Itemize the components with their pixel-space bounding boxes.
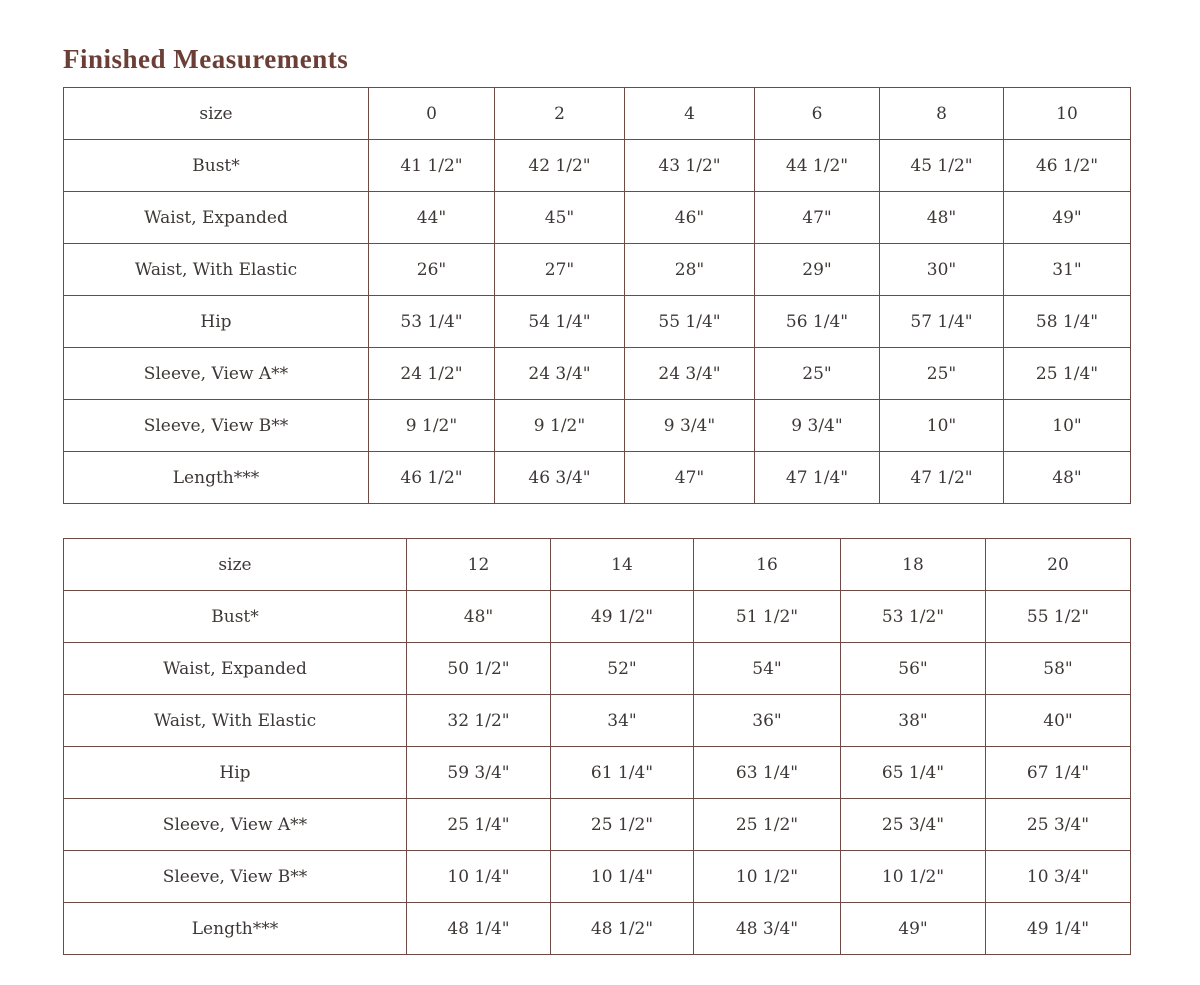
row-label: Sleeve, View A** <box>64 799 407 851</box>
measurement-cell: 48 1/4" <box>407 903 551 955</box>
measurement-cell: 10 1/2" <box>694 851 841 903</box>
measurement-cell: 48" <box>880 192 1004 244</box>
table-row <box>64 591 1131 643</box>
measurement-cell: 65 1/4" <box>841 747 986 799</box>
measurement-cell: 51 1/2" <box>694 591 841 643</box>
measurement-cell: 55 1/2" <box>986 591 1131 643</box>
measurement-cell: 46" <box>625 192 755 244</box>
measurement-cell: 9 1/2" <box>495 400 625 452</box>
size-header-cell: size <box>64 88 369 140</box>
size-header-cell: size <box>64 539 407 591</box>
measurement-cell: 25" <box>880 348 1004 400</box>
measurement-cell: 49 1/2" <box>551 591 694 643</box>
table-row <box>64 140 1131 192</box>
measurement-cell: 25 1/4" <box>1004 348 1131 400</box>
measurements-table-sizes-0-10 <box>63 87 1131 504</box>
measurement-cell: 31" <box>1004 244 1131 296</box>
size-cell: 6 <box>755 88 880 140</box>
table-row <box>64 747 1131 799</box>
table-row <box>64 452 1131 504</box>
measurement-cell: 25" <box>755 348 880 400</box>
row-label: Waist, Expanded <box>64 643 407 695</box>
measurement-cell: 54" <box>694 643 841 695</box>
measurement-cell: 56 1/4" <box>755 296 880 348</box>
measurement-cell: 61 1/4" <box>551 747 694 799</box>
measurement-cell: 26" <box>369 244 495 296</box>
measurement-cell: 29" <box>755 244 880 296</box>
size-cell: 12 <box>407 539 551 591</box>
table-row <box>64 192 1131 244</box>
measurement-cell: 10" <box>880 400 1004 452</box>
measurement-cell: 38" <box>841 695 986 747</box>
measurement-cell: 53 1/4" <box>369 296 495 348</box>
measurement-cell: 10 1/4" <box>551 851 694 903</box>
size-cell: 14 <box>551 539 694 591</box>
measurement-cell: 25 1/2" <box>551 799 694 851</box>
measurement-cell: 54 1/4" <box>495 296 625 348</box>
measurement-cell: 47" <box>625 452 755 504</box>
measurement-cell: 27" <box>495 244 625 296</box>
size-cell: 2 <box>495 88 625 140</box>
measurement-cell: 53 1/2" <box>841 591 986 643</box>
measurement-cell: 57 1/4" <box>880 296 1004 348</box>
measurement-cell: 47 1/4" <box>755 452 880 504</box>
measurements-table-sizes-12-20 <box>63 538 1131 955</box>
table-row <box>64 348 1131 400</box>
table-row <box>64 296 1131 348</box>
table-header-row <box>64 88 1131 140</box>
measurement-cell: 9 1/2" <box>369 400 495 452</box>
row-label: Length*** <box>64 452 369 504</box>
measurement-cell: 10 3/4" <box>986 851 1131 903</box>
table-header-row <box>64 539 1131 591</box>
measurement-cell: 30" <box>880 244 1004 296</box>
row-label: Hip <box>64 747 407 799</box>
measurement-cell: 25 1/4" <box>407 799 551 851</box>
row-label: Waist, With Elastic <box>64 695 407 747</box>
measurement-cell: 9 3/4" <box>755 400 880 452</box>
measurement-cell: 49" <box>841 903 986 955</box>
measurement-cell: 45" <box>495 192 625 244</box>
table-body <box>64 88 1131 504</box>
measurement-cell: 43 1/2" <box>625 140 755 192</box>
row-label: Waist, Expanded <box>64 192 369 244</box>
measurement-cell: 48" <box>407 591 551 643</box>
row-label: Bust* <box>64 591 407 643</box>
measurement-cell: 25 1/2" <box>694 799 841 851</box>
size-cell: 0 <box>369 88 495 140</box>
size-cell: 8 <box>880 88 1004 140</box>
size-cell: 16 <box>694 539 841 591</box>
measurement-cell: 28" <box>625 244 755 296</box>
measurement-cell: 48" <box>1004 452 1131 504</box>
measurement-cell: 59 3/4" <box>407 747 551 799</box>
measurement-cell: 25 3/4" <box>986 799 1131 851</box>
size-cell: 10 <box>1004 88 1131 140</box>
measurement-cell: 44 1/2" <box>755 140 880 192</box>
table-row <box>64 400 1131 452</box>
measurement-cell: 10 1/4" <box>407 851 551 903</box>
size-cell: 4 <box>625 88 755 140</box>
measurement-cell: 67 1/4" <box>986 747 1131 799</box>
measurement-cell: 46 3/4" <box>495 452 625 504</box>
row-label: Sleeve, View A** <box>64 348 369 400</box>
measurement-cell: 48 1/2" <box>551 903 694 955</box>
table-row <box>64 903 1131 955</box>
measurement-cell: 25 3/4" <box>841 799 986 851</box>
table-row <box>64 799 1131 851</box>
measurement-cell: 44" <box>369 192 495 244</box>
measurement-cell: 56" <box>841 643 986 695</box>
measurement-cell: 45 1/2" <box>880 140 1004 192</box>
measurement-cell: 41 1/2" <box>369 140 495 192</box>
size-cell: 18 <box>841 539 986 591</box>
measurement-cell: 50 1/2" <box>407 643 551 695</box>
measurement-cell: 40" <box>986 695 1131 747</box>
table-row <box>64 695 1131 747</box>
row-label: Length*** <box>64 903 407 955</box>
measurement-cell: 52" <box>551 643 694 695</box>
measurement-cell: 24 3/4" <box>495 348 625 400</box>
measurement-cell: 48 3/4" <box>694 903 841 955</box>
measurement-cell: 46 1/2" <box>369 452 495 504</box>
measurement-cell: 58" <box>986 643 1131 695</box>
table-body <box>64 539 1131 955</box>
measurement-cell: 24 3/4" <box>625 348 755 400</box>
measurement-cell: 9 3/4" <box>625 400 755 452</box>
row-label: Sleeve, View B** <box>64 400 369 452</box>
size-cell: 20 <box>986 539 1131 591</box>
table-row <box>64 643 1131 695</box>
measurement-cell: 58 1/4" <box>1004 296 1131 348</box>
row-label: Hip <box>64 296 369 348</box>
measurement-cell: 42 1/2" <box>495 140 625 192</box>
measurement-cell: 32 1/2" <box>407 695 551 747</box>
measurement-cell: 49" <box>1004 192 1131 244</box>
measurement-cell: 36" <box>694 695 841 747</box>
measurement-cell: 47" <box>755 192 880 244</box>
measurement-cell: 55 1/4" <box>625 296 755 348</box>
measurement-cell: 49 1/4" <box>986 903 1131 955</box>
table-row <box>64 851 1131 903</box>
page-title: Finished Measurements <box>63 44 349 74</box>
measurement-cell: 63 1/4" <box>694 747 841 799</box>
measurement-cell: 10" <box>1004 400 1131 452</box>
table-row <box>64 244 1131 296</box>
measurement-cell: 46 1/2" <box>1004 140 1131 192</box>
row-label: Waist, With Elastic <box>64 244 369 296</box>
row-label: Bust* <box>64 140 369 192</box>
measurement-cell: 47 1/2" <box>880 452 1004 504</box>
measurement-cell: 10 1/2" <box>841 851 986 903</box>
row-label: Sleeve, View B** <box>64 851 407 903</box>
measurement-cell: 34" <box>551 695 694 747</box>
measurement-cell: 24 1/2" <box>369 348 495 400</box>
